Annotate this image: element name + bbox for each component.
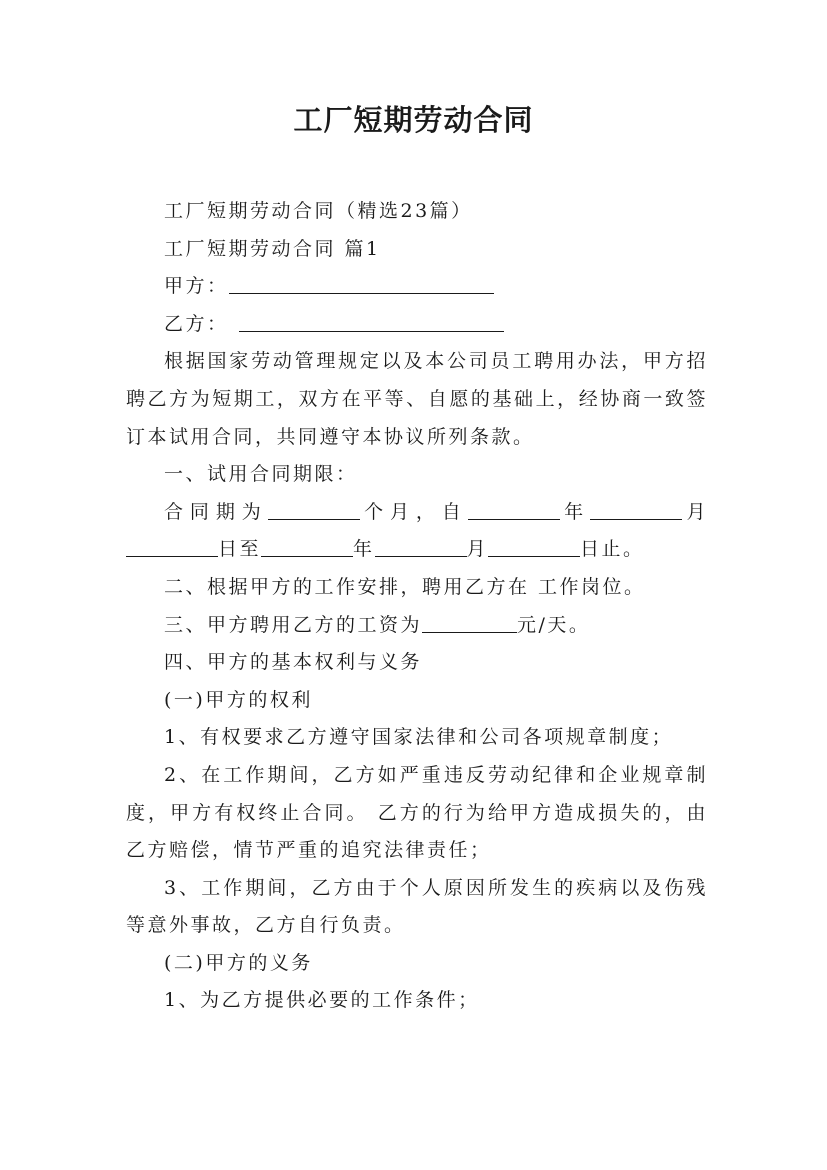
- clause-3-prefix: 三、甲方聘用乙方的工资为: [164, 613, 423, 636]
- end-day-blank: [488, 532, 580, 557]
- duties-heading: (二)甲方的义务: [164, 951, 313, 974]
- period-text: 年: [559, 500, 591, 523]
- clause-1-heading: 一、试用合同期限：: [164, 463, 358, 486]
- end-month-blank: [375, 532, 467, 557]
- clause-3: [126, 607, 708, 645]
- rights-heading: (一)甲方的权利: [164, 688, 313, 711]
- document-body: [126, 193, 708, 1020]
- period-text: 年: [353, 538, 375, 561]
- document-title: 工厂短期劳动合同: [293, 103, 534, 137]
- months-blank: [268, 495, 360, 520]
- party-a-blank: [229, 269, 494, 294]
- clause-4-heading: 四、甲方的基本权利与义务: [164, 651, 423, 674]
- period-text: 日至: [218, 538, 262, 561]
- period-text: 月: [466, 538, 489, 561]
- contract-period-paragraph: [126, 494, 708, 569]
- subtitle: 工厂短期劳动合同（精选23篇）: [164, 200, 473, 222]
- party-a-line: [126, 268, 708, 306]
- right-3: 3、工作期间，乙方由于个人原因所发生的疾病以及伤残等意外事故，乙方自行负责。: [126, 876, 708, 937]
- party-a-label: 甲方：: [164, 275, 229, 298]
- party-b-line: [126, 306, 708, 344]
- start-month-blank: [590, 495, 682, 520]
- clause-2: 二、根据甲方的工作安排，聘用乙方在 工作岗位。: [164, 575, 646, 598]
- period-text: 个月，自: [359, 500, 468, 523]
- period-text: 月: [682, 500, 708, 523]
- end-year-blank: [261, 532, 353, 557]
- start-day-blank: [126, 532, 218, 557]
- wage-blank: [422, 608, 517, 633]
- clause-3-suffix: 元/天。: [517, 613, 591, 636]
- period-text: 日止。: [580, 538, 645, 561]
- intro-paragraph: 根据国家劳动管理规定以及本公司员工聘用办法，甲方招聘乙方为短期工，双方在平等、自愿的基础上，经协商一致签订本试用合同，共同遵守本协议所列条款。: [126, 350, 708, 448]
- party-b-label: 乙方：: [164, 312, 229, 335]
- right-2: 2、在工作期间，乙方如严重违反劳动纪律和企业规章制度，甲方有权终止合同。 乙方的行为给甲方造成损失的，由乙方赔偿，情节严重的追究法律责任；: [126, 763, 708, 862]
- right-1: 1、有权要求乙方遵守国家法律和公司各项规章制度；: [164, 726, 674, 749]
- period-text: 合同期为: [164, 500, 268, 523]
- duty-1: 1、为乙方提供必要的工作条件；: [164, 989, 480, 1012]
- party-b-blank: [239, 307, 504, 332]
- start-year-blank: [468, 495, 560, 520]
- section-heading: 工厂短期劳动合同 篇1: [164, 237, 381, 260]
